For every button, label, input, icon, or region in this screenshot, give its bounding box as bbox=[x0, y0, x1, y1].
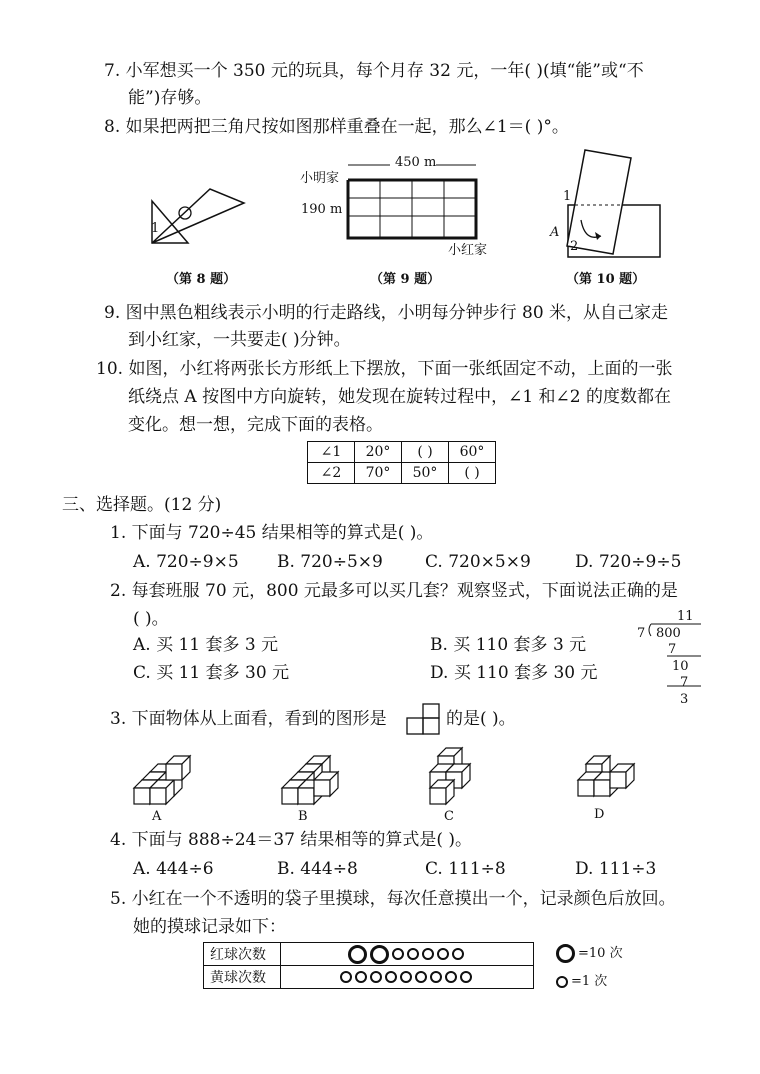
s3-q3-stem-before: 3. 下面物体从上面看，看到的图形是 bbox=[110, 709, 387, 729]
q10-line2: 纸绕点 A 按图中方向旋转，她发现在旋转过程中，∠1 和∠2 的度数都在 bbox=[128, 387, 672, 407]
s3-q4-stem: 4. 下面与 888÷24＝37 结果相等的算式是( )。 bbox=[110, 830, 473, 850]
legend-big-text: =10 次 bbox=[578, 946, 623, 961]
q9-line2: 到小红家，一共要走( )分钟。 bbox=[128, 330, 351, 350]
table-row bbox=[308, 463, 496, 484]
tally-ten-icon bbox=[348, 945, 367, 964]
tally-one-icon bbox=[392, 948, 404, 960]
table-row bbox=[204, 943, 534, 966]
division-step3: 7 bbox=[680, 675, 689, 690]
tally-one-icon bbox=[400, 971, 412, 983]
s3-q2-option-a: A. 买 11 套多 3 元 bbox=[133, 635, 279, 655]
q8-line1: 8. 如果把两把三角尺按如图那样重叠在一起，那么∠1＝( )°。 bbox=[104, 117, 569, 137]
tally-one-icon bbox=[355, 971, 367, 983]
s3-q4-option-d: D. 111÷3 bbox=[575, 859, 657, 879]
fig9-start-label: 小明家 bbox=[300, 171, 340, 186]
cube-label-a: A bbox=[152, 809, 162, 824]
division-step2: 10 bbox=[672, 659, 689, 674]
s3-q4-option-b: B. 444÷8 bbox=[277, 859, 358, 879]
q7-line1: 7. 小军想买一个 350 元的玩具，每个月存 32 元，一年( )(填“能”或“不 bbox=[104, 61, 644, 81]
table-cell: ∠1 bbox=[308, 442, 355, 463]
ball-record-table bbox=[203, 942, 534, 989]
q9-line1: 9. 图中黑色粗线表示小明的行走路线，小明每分钟步行 80 米，从自己家走 bbox=[104, 303, 669, 323]
table-cell: 20° bbox=[355, 442, 402, 463]
red-count-label: 红球次数 bbox=[204, 943, 281, 966]
fig9-route-grid bbox=[348, 160, 478, 240]
s3-q1-stem: 1. 下面与 720÷45 结果相等的算式是( )。 bbox=[110, 523, 434, 543]
table-cell: 60° bbox=[449, 442, 496, 463]
division-remainder: 3 bbox=[680, 692, 689, 707]
tally-one-icon bbox=[422, 948, 434, 960]
legend-small bbox=[556, 971, 607, 993]
cube-figure-d bbox=[578, 756, 634, 796]
tally-one-icon bbox=[460, 971, 472, 983]
tally-one-icon bbox=[437, 948, 449, 960]
q10-line1: 10. 如图，小红将两张长方形纸上下摆放，下面一张纸固定不动，上面的一张 bbox=[96, 359, 673, 379]
cube-figure-c bbox=[430, 748, 470, 804]
s3-q1-option-b: B. 720÷5×9 bbox=[277, 552, 383, 572]
tally-one-icon bbox=[430, 971, 442, 983]
big-circle-icon bbox=[556, 944, 575, 963]
fig10-point-a: A bbox=[550, 225, 560, 240]
legend-small-text: =1 次 bbox=[571, 974, 608, 989]
s3-q2-stem2: ( )。 bbox=[133, 609, 169, 629]
s3-q1-option-d: D. 720÷9÷5 bbox=[575, 552, 682, 572]
division-step1: 7 bbox=[668, 642, 677, 657]
tally-one-icon bbox=[415, 971, 427, 983]
fig10-rotating-paper bbox=[565, 150, 665, 260]
tally-ten-icon bbox=[370, 945, 389, 964]
table-row bbox=[308, 442, 496, 463]
division-quotient: 11 bbox=[677, 609, 694, 624]
cube-label-b: B bbox=[298, 809, 308, 824]
table-cell: ( ) bbox=[402, 442, 449, 463]
fig9-end-label: 小红家 bbox=[448, 243, 488, 258]
fig8-angle-label: 1 bbox=[151, 221, 160, 236]
top-view-shape-icon bbox=[406, 703, 442, 737]
s3-q4-option-a: A. 444÷6 bbox=[133, 859, 214, 879]
table-row bbox=[204, 966, 534, 989]
s3-q4-option-c: C. 111÷8 bbox=[425, 859, 506, 879]
cube-figure-b bbox=[282, 756, 338, 804]
tally-one-icon bbox=[370, 971, 382, 983]
cube-label-c: C bbox=[444, 809, 454, 824]
small-circle-icon bbox=[556, 976, 568, 988]
cube-label-d: D bbox=[594, 807, 605, 822]
s3-q5-line1: 5. 小红在一个不透明的袋子里摸球，每次任意摸出一个，记录颜色后放回。 bbox=[110, 889, 676, 909]
s3-q1-option-a: A. 720÷9×5 bbox=[133, 552, 239, 572]
yellow-count-balls bbox=[281, 966, 534, 989]
fig9-width-label: 450 m bbox=[395, 155, 437, 170]
tally-one-icon bbox=[407, 948, 419, 960]
section3-heading: 三、选择题。(12 分) bbox=[62, 495, 222, 515]
tally-one-icon bbox=[445, 971, 457, 983]
s3-q2-stem: 2. 每套班服 70 元，800 元最多可以买几套？观察竖式，下面说法正确的是 bbox=[110, 581, 678, 601]
red-count-balls bbox=[281, 943, 534, 966]
yellow-count-label: 黄球次数 bbox=[204, 966, 281, 989]
s3-q2-option-c: C. 买 11 套多 30 元 bbox=[133, 663, 290, 683]
fig8-set-squares bbox=[148, 185, 248, 245]
s3-q3-stem-after: 的是( )。 bbox=[446, 709, 516, 729]
angle-table bbox=[307, 441, 496, 484]
s3-q1-option-c: C. 720×5×9 bbox=[425, 552, 531, 572]
fig10-angle2-label: 2 bbox=[570, 239, 579, 254]
cube-figures bbox=[130, 748, 650, 808]
cube-figure-a bbox=[134, 756, 190, 804]
q10-line3: 变化。想一想，完成下面的表格。 bbox=[128, 415, 383, 435]
tally-one-icon bbox=[385, 971, 397, 983]
s3-q5-line2: 她的摸球记录如下： bbox=[133, 917, 286, 937]
fig10-angle1-label: 1 bbox=[563, 189, 572, 204]
fig9-caption: （第 9 题） bbox=[370, 272, 441, 287]
q7-line2: 能”)存够。 bbox=[128, 88, 212, 108]
fig9-height-label: 190 m bbox=[301, 202, 343, 217]
table-cell: ( ) bbox=[449, 463, 496, 484]
table-cell: ∠2 bbox=[308, 463, 355, 484]
s3-q2-option-b: B. 买 110 套多 3 元 bbox=[430, 635, 587, 655]
tally-one-icon bbox=[452, 948, 464, 960]
division-dividend: 800 bbox=[656, 626, 681, 641]
table-cell: 70° bbox=[355, 463, 402, 484]
fig10-caption: （第 10 题） bbox=[566, 272, 646, 287]
tally-one-icon bbox=[340, 971, 352, 983]
fig8-caption: （第 8 题） bbox=[166, 272, 237, 287]
division-divisor: 7 bbox=[637, 626, 646, 641]
legend-big bbox=[556, 943, 623, 965]
table-cell: 50° bbox=[402, 463, 449, 484]
s3-q2-option-d: D. 买 110 套多 30 元 bbox=[430, 663, 598, 683]
